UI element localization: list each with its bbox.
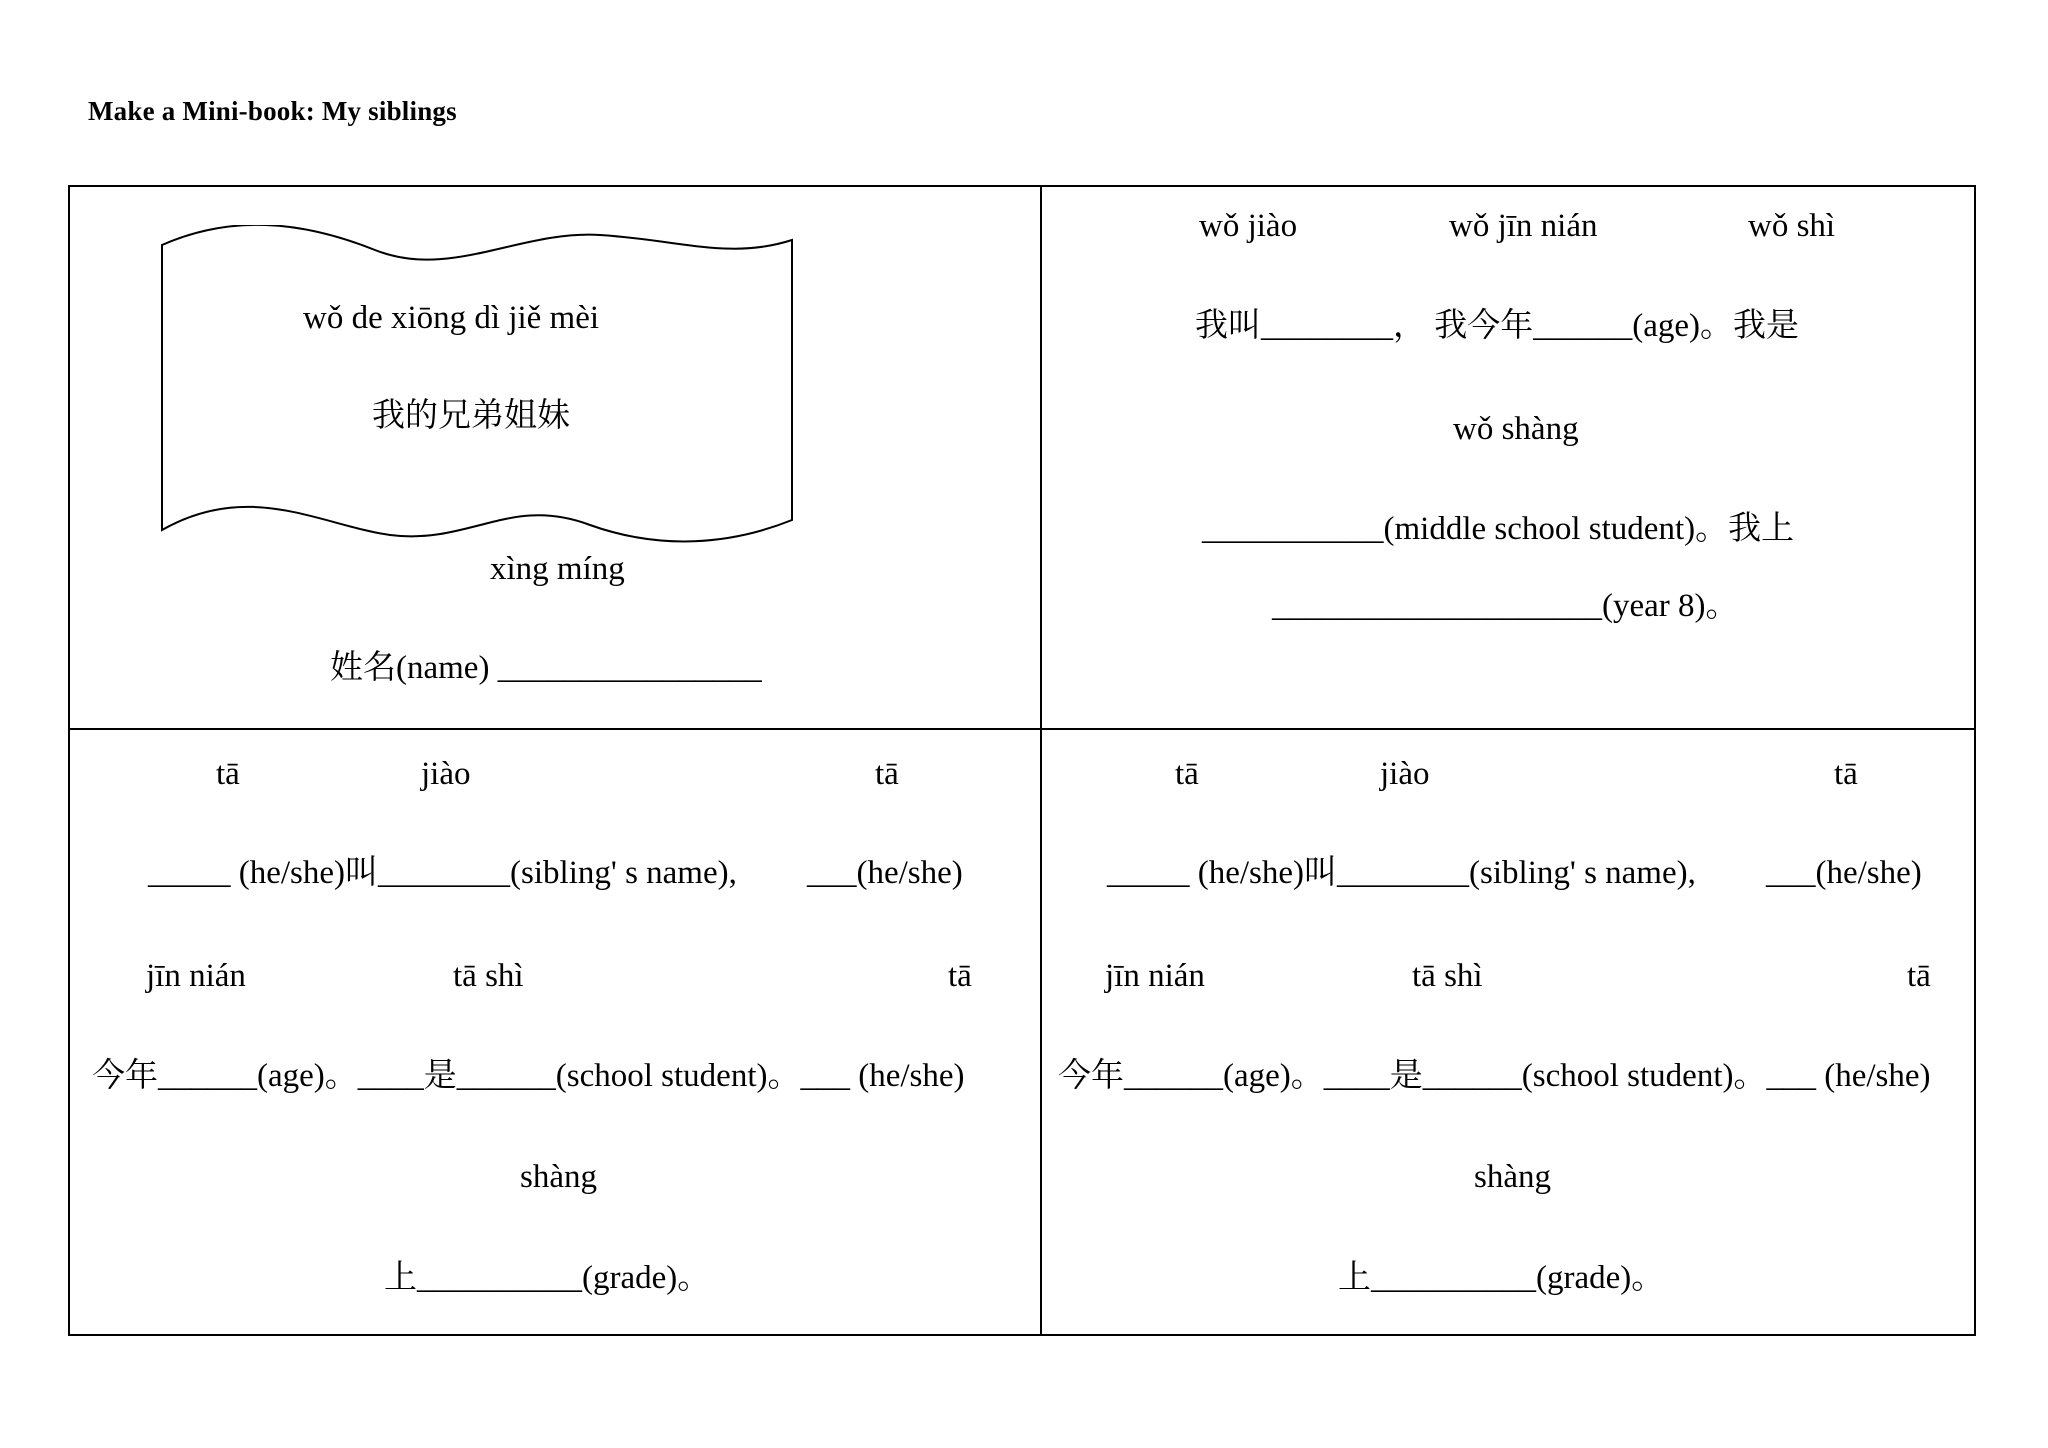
sibling2-pinyin-jin-nian: jīn nián [1105, 958, 1205, 994]
sibling1-pinyin-ta: tā [216, 756, 240, 792]
sibling1-sentence-1a: _____ (he/she)叫________(sibling' s name), [148, 855, 737, 891]
sibling2-pinyin-ta: tā [1175, 756, 1199, 792]
self-pinyin-wo-jiao: wǒ jiào [1199, 208, 1298, 244]
self-pinyin-wo-jin-nian: wǒ jīn nián [1449, 208, 1598, 244]
self-sentence-2: ___________(middle school student)。我上 [1202, 511, 1795, 547]
sibling1-pinyin-ta-2: tā [875, 756, 899, 792]
grid-divider-vertical [1040, 185, 1042, 1336]
cover-name-line: 姓名(name) ________________ [330, 650, 762, 686]
cover-banner-pinyin: wǒ de xiōng dì jiě mèi [303, 300, 600, 336]
self-pinyin-wo-shi: wǒ shì [1748, 208, 1836, 244]
sibling1-pinyin-jiao: jiào [421, 756, 471, 792]
sibling2-sentence-3: 上__________(grade)。 [1338, 1260, 1665, 1296]
sibling2-pinyin-ta-3: tā [1907, 958, 1931, 994]
sibling1-sentence-1b: ___(he/she) [807, 855, 963, 891]
cover-name-pinyin: xìng míng [490, 551, 625, 587]
self-pinyin-wo-shang: wǒ shàng [1453, 411, 1579, 447]
self-sentence-3: ____________________(year 8)。 [1272, 588, 1739, 624]
sibling2-pinyin-jiao: jiào [1380, 756, 1430, 792]
self-sentence-1: 我叫________， 我今年______(age)。我是 [1195, 308, 1800, 344]
sibling1-sentence-2: 今年______(age)。____是______(school student)。___ (he/she) [92, 1058, 965, 1094]
sibling1-pinyin-ta-shi: tā shì [453, 958, 524, 994]
sibling1-sentence-3: 上__________(grade)。 [384, 1260, 711, 1296]
sibling2-sentence-1a: _____ (he/she)叫________(sibling' s name), [1107, 855, 1696, 891]
page-title: Make a Mini-book: My siblings [88, 96, 457, 126]
sibling1-pinyin-jin-nian: jīn nián [146, 958, 246, 994]
sibling2-sentence-2: 今年______(age)。____是______(school student)。___ (he/she) [1058, 1058, 1931, 1094]
grid-divider-horizontal [68, 728, 1976, 730]
sibling2-pinyin-ta-shi: tā shì [1412, 958, 1483, 994]
sibling1-pinyin-ta-3: tā [948, 958, 972, 994]
sibling2-sentence-1b: ___(he/she) [1766, 855, 1922, 891]
wavy-banner-frame [160, 225, 794, 550]
sibling2-pinyin-shang: shàng [1474, 1159, 1551, 1195]
sibling1-pinyin-shang: shàng [520, 1159, 597, 1195]
cover-banner-title: 我的兄弟姐妹 [372, 398, 570, 434]
sibling2-pinyin-ta-2: tā [1834, 756, 1858, 792]
